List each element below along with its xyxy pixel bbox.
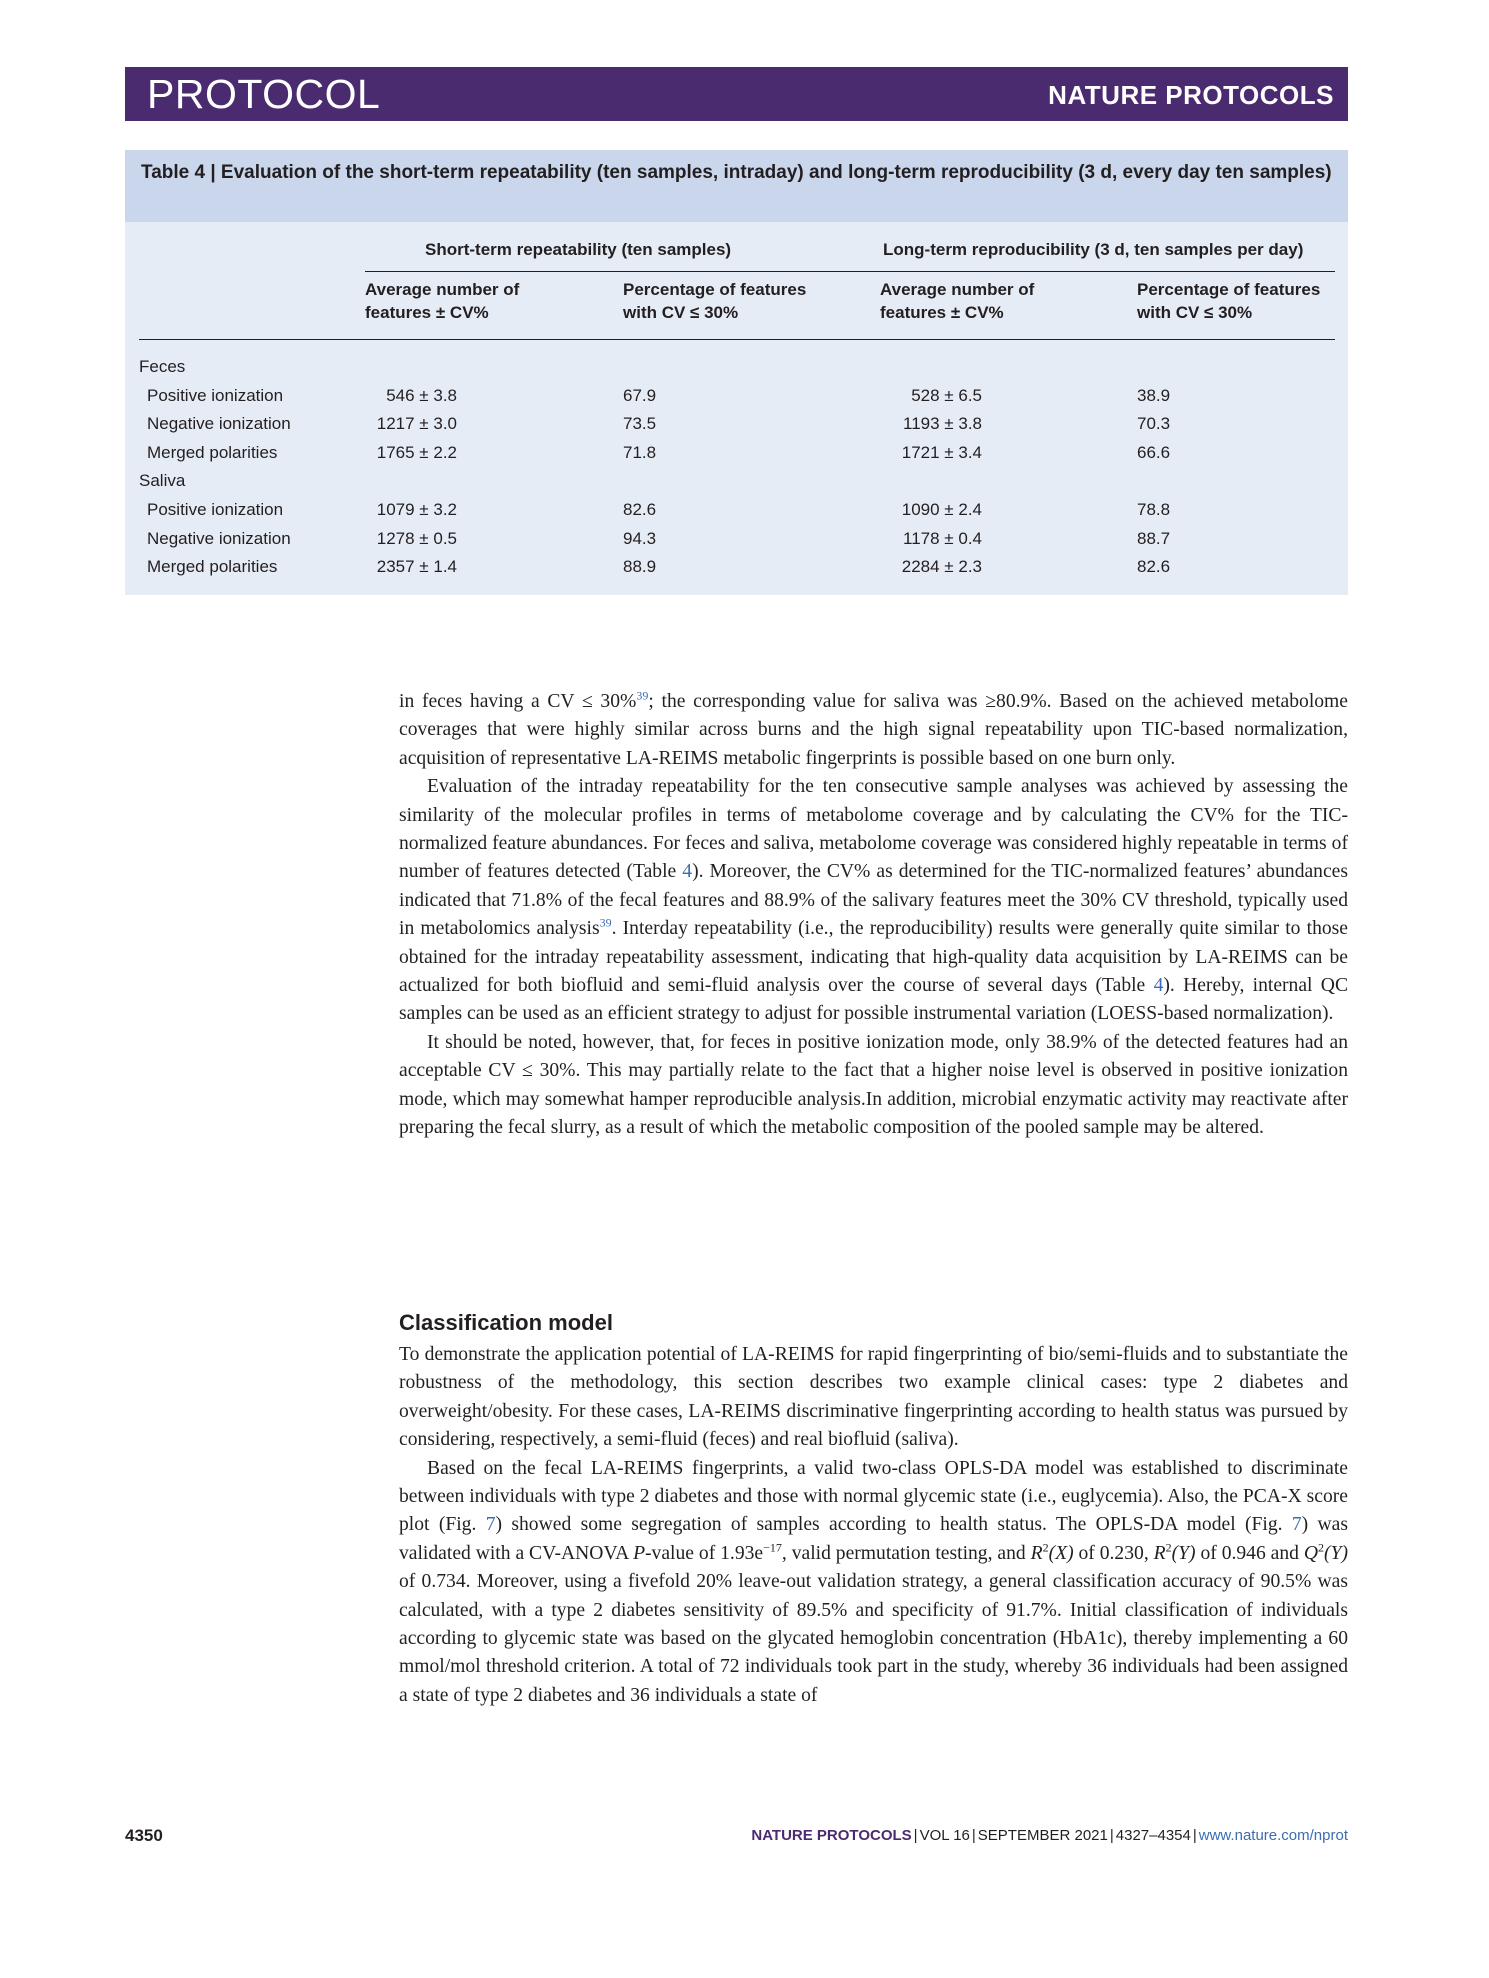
table-row-label: Positive ionization (147, 385, 284, 405)
header-banner (125, 67, 1348, 121)
column-header-4-line-2: with CV ≤ 30% (1137, 303, 1253, 322)
paragraph-4: To demonstrate the application potential of LA-REIMS for rapid fingerprinting of bio/semi-fluids and to substantiate the robustness of the methodology, this section describes two example clinical cases: type 2 diabetes and overweight/obesity. For these cases, LA-REIMS discriminative fingerprinting according to health status was pursued by considering, respectively, a semi-fluid (feces) and real biofluid (saliva). (399, 1344, 1348, 1451)
p5-italic-p: P (633, 1542, 646, 1564)
table-row-label: Merged polarities (147, 442, 278, 462)
p5-italic-r: R (1153, 1542, 1166, 1564)
p5-italic-y: (Y) (1171, 1542, 1196, 1564)
table-cell: 67.9 (623, 385, 657, 405)
p5-superscript: 2 (1165, 1540, 1172, 1555)
table-caption: Table 4 | Evaluation of the short-term repeatability (ten samples, intraday) and long-term reproducibility (3 d, every day ten samples) (125, 150, 1348, 222)
p5-italic-r: R (1030, 1542, 1043, 1564)
p2-text-b: ). Moreover, the CV% as determined for the TIC-normalized features’ abundances indicated that 71.8% of the fecal features and 88.9% of the salivary features meet the 30% CV threshold, typically used in metabolomics analysis (399, 861, 1348, 940)
page-number: 4350 (125, 1826, 163, 1845)
table-cell: 1178 ± 0.4 (903, 528, 982, 548)
p5-italic-y: (Y) (1324, 1542, 1348, 1564)
table-cell: 82.6 (1137, 557, 1171, 577)
table-cell: 88.7 (1137, 528, 1171, 548)
table-section-label: Feces (139, 357, 186, 376)
paragraph-5 (399, 1455, 1348, 1711)
table-row-label: Negative ionization (147, 414, 291, 434)
reference-link[interactable]: 39 (636, 688, 649, 703)
p2-text-a: Evaluation of the intraday repeatability for the ten consecutive sample analyses was achieved by assessing the similarity of the molecular profiles in terms of metabolome coverage and by calculating the CV% for the TIC-normalized feature abundances. For feces and saliva, metabolome coverage was considered highly repeatable in terms of number of features detected (Table (399, 776, 1348, 883)
table-cell: 1278 ± 0.5 (376, 528, 457, 548)
table-link[interactable]: 4 (1153, 975, 1164, 997)
paragraph-1 (399, 688, 1348, 773)
column-header-4-line-1: Percentage of features (1137, 280, 1321, 299)
figure-link[interactable]: 7 (1291, 1514, 1302, 1536)
table-cell: 71.8 (623, 442, 657, 462)
p5-text-h: of 0.734. Moreover, using a fivefold 20% leave-out validation strategy, a general classification accuracy of 90.5% was calculated, with a type 2 diabetes sensitivity of 89.5% and specificity of 91.7%. Initial classification of individuals according to glycemic state was based on the glycated hemoglobin concentration (HbA1c), thereby implementing a 60 mmol/mol threshold criterion. A total of 72 individuals took part in the study, whereby 36 individuals had been assigned a state of type 2 diabetes and 36 individuals a state of (399, 1571, 1348, 1706)
footer-journal-name: NATURE PROTOCOLS (751, 1827, 912, 1844)
table-cell: 78.8 (1137, 500, 1171, 519)
footer-citation: NATURE PROTOCOLS | VOL 16 | SEPTEMBER 2021 | 4327–4354 | www.nature.com/nprot (751, 1827, 1348, 1844)
table-cell: 546 ± 3.8 (386, 385, 457, 405)
paragraph-2 (399, 773, 1348, 1029)
table-link[interactable]: 4 (682, 861, 693, 883)
column-header-3-line-2: features ± CV% (880, 303, 1004, 322)
table-cell: 70.3 (1137, 414, 1171, 434)
table-cell: 38.9 (1137, 385, 1171, 405)
table-section-label: Saliva (139, 471, 186, 491)
p5-italic-x: (X) (1048, 1542, 1074, 1564)
table-cell: 1217 ± 3.0 (376, 414, 457, 434)
table-cell: 82.6 (623, 500, 657, 519)
body-text-lower (399, 1341, 1348, 1710)
group-header-short-term: Short-term repeatability (ten samples) (425, 240, 732, 259)
journal-label: NATURE PROTOCOLS (1048, 80, 1334, 110)
group-header-long-term: Long-term reproducibility (3 d, ten samples per day) (883, 240, 1304, 259)
column-header-3 (880, 278, 1034, 324)
column-header-1-line-1: Average number of (365, 280, 520, 299)
table-row-label: Positive ionization (147, 500, 284, 519)
table-cell: 88.9 (623, 557, 657, 577)
p5-italic-q: Q (1303, 1542, 1319, 1564)
table-cell: 94.3 (623, 528, 657, 548)
table-cell: 1090 ± 2.4 (901, 500, 982, 519)
p5-text-g: of 0.946 and (1195, 1542, 1304, 1564)
group-rule-short-term (365, 271, 937, 272)
column-header-3-line-1: Average number of (880, 280, 1035, 299)
p5-text-e: , valid permutation testing, and (781, 1542, 1031, 1564)
table-cell: 1193 ± 3.8 (903, 414, 982, 434)
p5-exponent: −17 (763, 1540, 782, 1555)
table-cell: 1765 ± 2.2 (376, 442, 457, 462)
table-row-label: Merged polarities (147, 557, 278, 577)
group-rule-long-term (880, 271, 1335, 272)
column-header-2 (623, 278, 806, 324)
column-header-2-line-1: Percentage of features (623, 280, 807, 299)
body-text-upper (399, 688, 1348, 1143)
column-header-1-line-2: features ± CV% (365, 303, 489, 322)
p5-superscript: 2 (1318, 1540, 1325, 1555)
section-heading: Classification model (399, 1310, 613, 1335)
p1-text-a: in feces having a CV ≤ 30% (399, 691, 637, 712)
reference-link[interactable]: 39 (599, 915, 612, 930)
paragraph-3: It should be noted, however, that, for feces in positive ionization mode, only 38.9% of the detected features had an acceptable CV ≤ 30%. This may partially relate to the fact that a higher noise level is observed in positive ionization mode, which may somewhat hamper reproducible analysis.In addition, microbial enzymatic activity may reactivate after preparing the fecal slurry, as a result of which the metabolic composition of the pooled sample may be altered. (399, 1031, 1348, 1139)
p5-text-f: of 0.230, (1073, 1542, 1154, 1564)
p1-text-b: ; the corresponding value for saliva was ≥80.9%. Based on the achieved metabolome coverages that were highly similar across burns and the high signal repeatability upon TIC-based normalization, acquisition of representative LA-REIMS metabolic fingerprints is possible based on one burn only. (399, 691, 1348, 769)
footer-date: SEPTEMBER 2021 (977, 1827, 1108, 1844)
footer-pages: 4327–4354 (1115, 1827, 1191, 1844)
p5-superscript: 2 (1042, 1540, 1049, 1555)
section-label: PROTOCOL (147, 71, 381, 117)
header-rule (139, 339, 1335, 340)
column-header-2-line-2: with CV ≤ 30% (623, 303, 739, 322)
footer-volume: VOL 16 (919, 1827, 970, 1844)
column-header-1 (365, 278, 519, 324)
p5-text-c: ) was validated with a CV-ANOVA (399, 1514, 1349, 1564)
footer-url-link[interactable]: www.nature.com/nprot (1198, 1827, 1348, 1844)
p2-text-d: ). Hereby, internal QC samples can be used as an efficient strategy to adjust for possible instrumental variation (LOESS-based normalization). (399, 975, 1349, 1025)
table-cell: 66.6 (1137, 442, 1171, 462)
table-cell: 2284 ± 2.3 (901, 557, 982, 577)
table-row-label: Negative ionization (147, 528, 291, 548)
figure-link[interactable]: 7 (485, 1514, 496, 1536)
table-cell: 528 ± 6.5 (911, 385, 982, 405)
p2-text-c: . Interday repeatability (i.e., the reproducibility) results were generally quite similar to those obtained for the intraday repeatability assessment, indicating that high-quality data acquisition by LA-REIMS can be actualized for both biofluid and semi-fluid analysis over the course of several days (Table (399, 918, 1348, 997)
p5-text-b: ) showed some segregation of samples according to health status. The OPLS-DA model (Fig. (495, 1514, 1292, 1536)
table-cell: 1079 ± 3.2 (376, 500, 457, 519)
p5-text-a: Based on the fecal LA-REIMS fingerprints, a valid two-class OPLS-DA model was established to discriminate between individuals with type 2 diabetes and those with normal glycemic state (i.e., euglycemia). Also, the PCA-X score plot (Fig. (399, 1457, 1348, 1536)
table-cell: 73.5 (623, 414, 657, 434)
column-header-4 (1137, 278, 1320, 324)
table-cell: 2357 ± 1.4 (376, 557, 457, 577)
table-4 (125, 222, 1348, 595)
p5-text-d: -value of 1.93e (645, 1542, 764, 1564)
table-cell: 1721 ± 3.4 (901, 442, 982, 462)
